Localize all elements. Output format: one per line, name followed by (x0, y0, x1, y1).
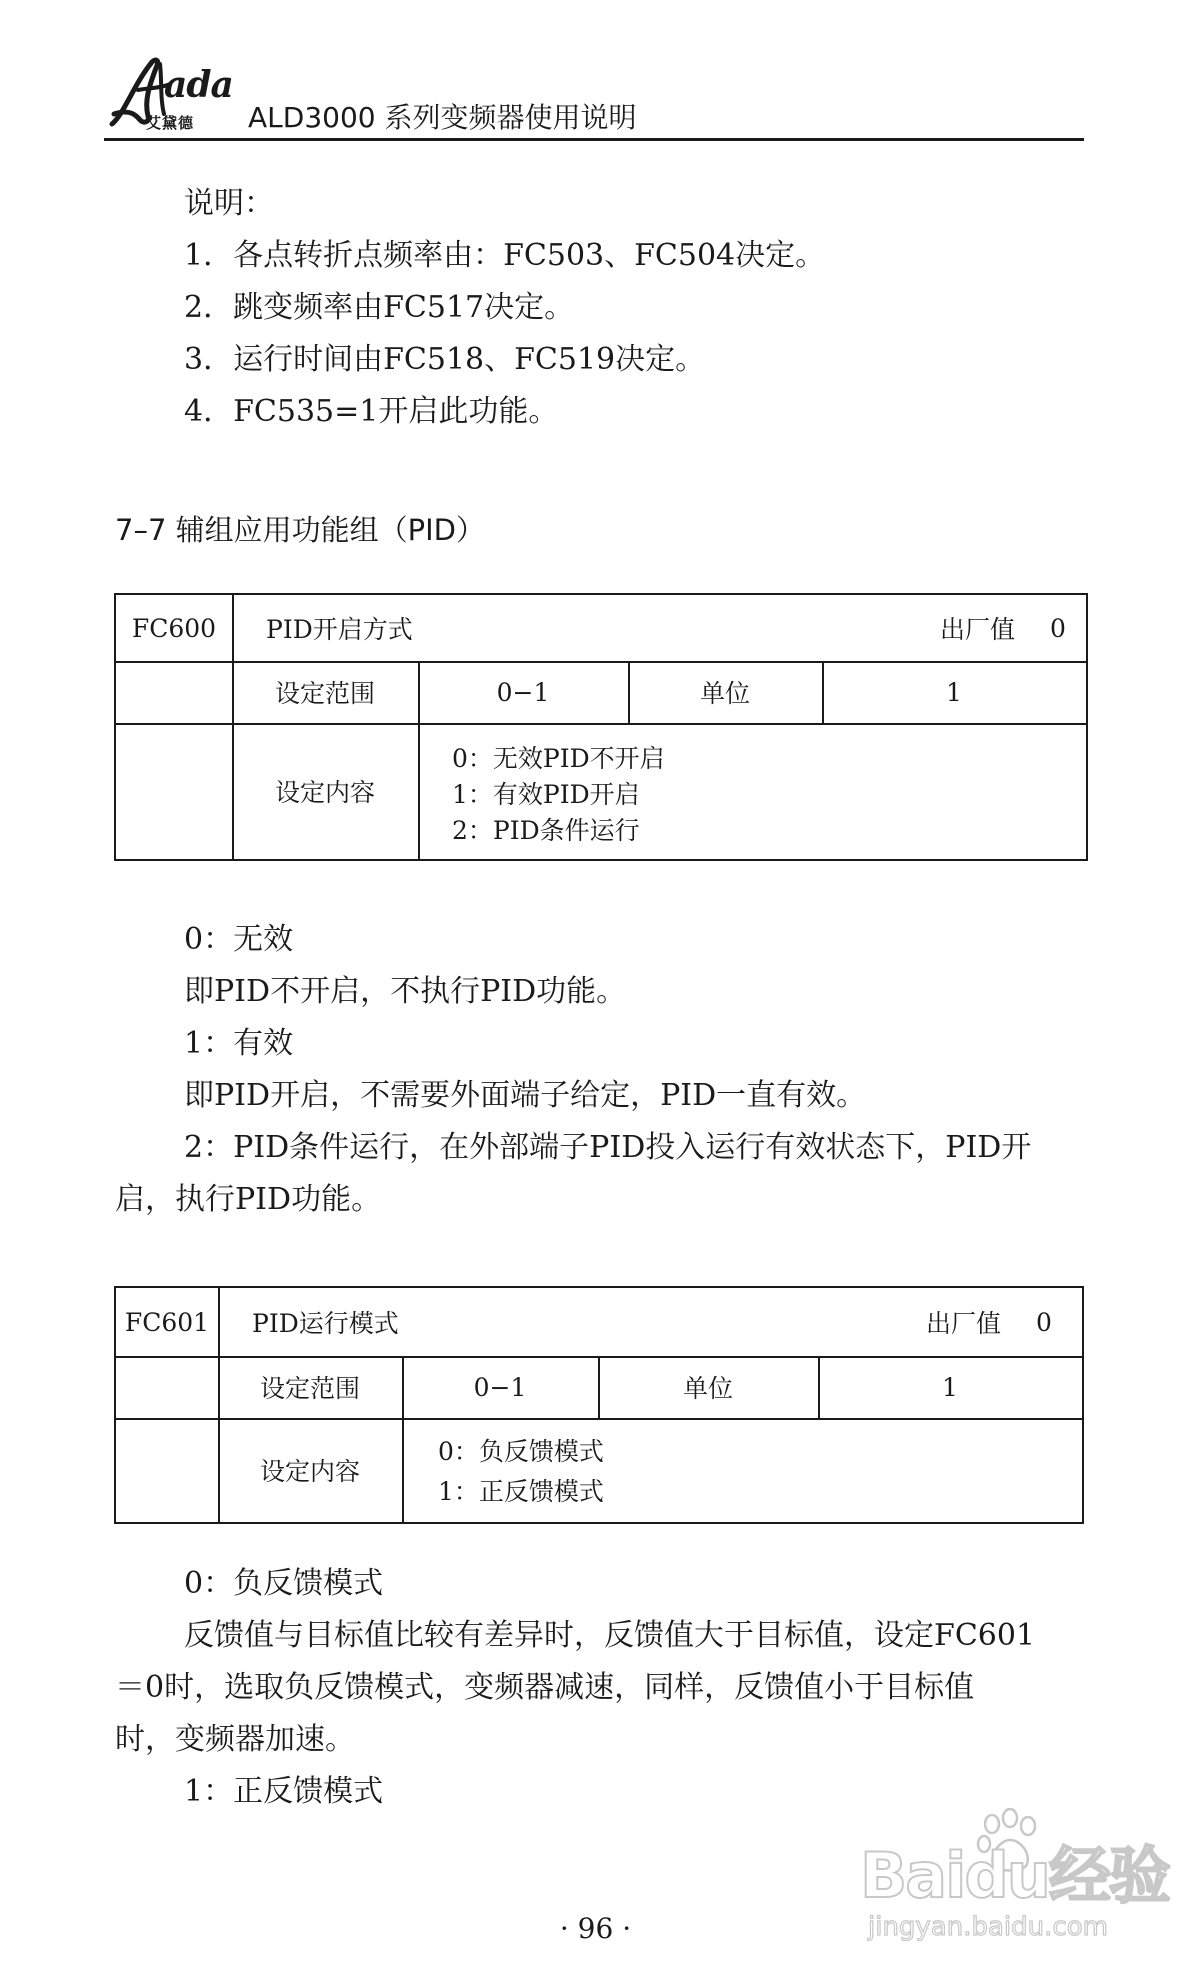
content-options (452, 741, 665, 849)
default-label: 出厂值 (926, 1309, 1002, 1338)
range-value: 0−1 (496, 677, 550, 707)
note-item-3: 3．运行时间由FC518、FC519决定。 (184, 342, 706, 377)
explain-line: 即PID不开启，不执行PID功能。 (184, 974, 627, 1009)
param-code: FC600 (131, 613, 217, 643)
range-value: 0−1 (473, 1372, 527, 1402)
page-header (104, 46, 1084, 141)
explain-line: 时，变频器加速。 (115, 1722, 355, 1757)
page-number: · 96 · (559, 1912, 632, 1945)
parameter-table-fc601 (114, 1286, 1084, 1524)
unit-value: 1 (942, 1372, 958, 1402)
document-title: ALD3000 系列变频器使用说明 (248, 101, 637, 134)
explain-line: 0：负反馈模式 (184, 1566, 384, 1601)
content-option: 2：PID条件运行 (452, 816, 640, 845)
content-option: 0：负反馈模式 (438, 1437, 604, 1466)
explain-line: 即PID开启，不需要外面端子给定，PID一直有效。 (184, 1078, 867, 1113)
explain-line: 1：正反馈模式 (184, 1774, 384, 1809)
content-option: 1：有效PID开启 (452, 780, 640, 809)
range-label: 设定范围 (259, 1374, 360, 1403)
default-value: 0 (1036, 1307, 1052, 1337)
content-options (438, 1432, 604, 1512)
unit-label: 单位 (699, 679, 750, 708)
default-value: 0 (1050, 613, 1066, 643)
watermark-site: jingyan.baidu.com (868, 1912, 1108, 1942)
param-code: FC601 (124, 1307, 210, 1337)
default-label: 出厂值 (940, 615, 1016, 644)
explain-line: 1：有效 (184, 1026, 294, 1061)
content-option: 0：无效PID不开启 (452, 744, 665, 773)
logo-wordmark: ada (164, 64, 233, 106)
content-option: 1：正反馈模式 (438, 1477, 604, 1506)
note-item-2: 2．跳变频率由FC517决定。 (184, 290, 575, 325)
section-heading: 7–7 辅组应用功能组（PID） (115, 513, 485, 547)
unit-value: 1 (946, 677, 962, 707)
parameter-table-fc600 (114, 593, 1088, 861)
watermark-brand: Baidu经验 (860, 1839, 1169, 1912)
note-item-1: 1．各点转折点频率由：FC503、FC504决定。 (184, 238, 826, 273)
brand-logo (104, 54, 240, 136)
content-label: 设定内容 (274, 778, 375, 807)
notes-heading: 说明： (184, 186, 274, 221)
unit-label: 单位 (682, 1374, 733, 1403)
param-name: PID开启方式 (266, 615, 413, 644)
note-item-4: 4．FC535=1开启此功能。 (184, 394, 559, 429)
explain-line: ＝0时，选取负反馈模式，变频器减速，同样，反馈值小于目标值 (115, 1670, 975, 1705)
explain-line: 0：无效 (184, 922, 294, 957)
param-name: PID运行模式 (252, 1309, 399, 1338)
logo-chinese-name: 艾黛德 (146, 114, 195, 132)
explain-line: 2：PID条件运行，在外部端子PID投入运行有效状态下，PID开 (184, 1130, 1032, 1165)
explain-line: 启，执行PID功能。 (115, 1182, 382, 1217)
content-label: 设定内容 (259, 1457, 360, 1486)
explain-line: 反馈值与目标值比较有差异时，反馈值大于目标值，设定FC601 (184, 1618, 1036, 1653)
range-label: 设定范围 (274, 679, 375, 708)
